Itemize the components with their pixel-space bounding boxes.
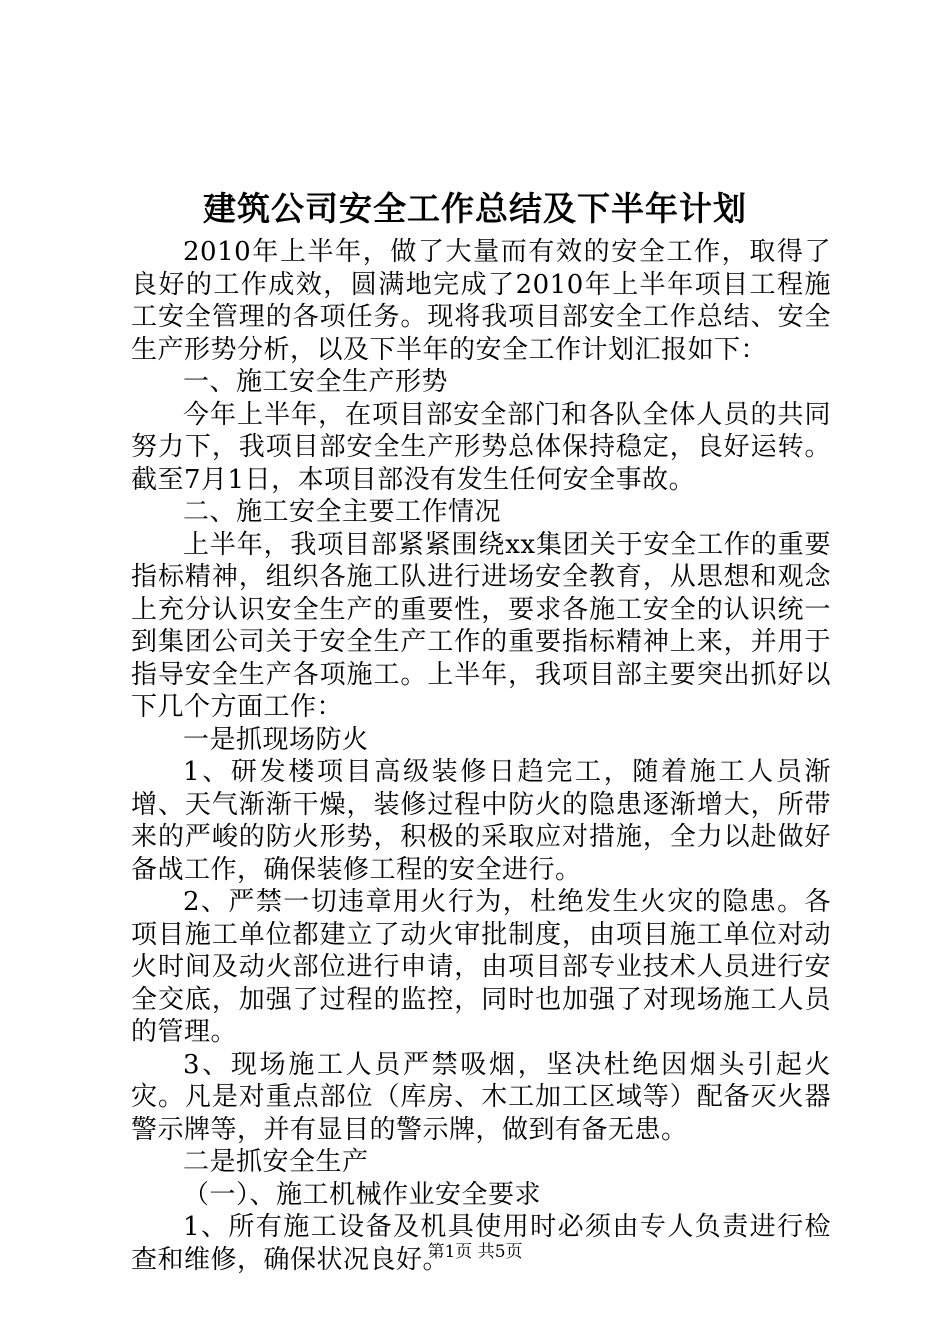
document-body <box>131 236 831 1276</box>
paragraph-intro: 2010年上半年，做了大量而有效的安全工作，取得了良好的工作成效，圆满地完成了2010年上半年项目工程施工安全管理的各项任务。现将我项目部安全工作总结、安全生产形势分析，以及下半年的安全工作计划汇报如下： <box>131 237 831 365</box>
paragraph-fire-item-3: 3、现场施工人员严禁吸烟，坚决杜绝因烟头引起火灾。凡是对重点部位（库房、木工加工区域等）配备灭火器警示牌等，并有显目的警示牌，做到有备无患。 <box>131 1049 831 1145</box>
document-title: 建筑公司安全工作总结及下半年计划 <box>203 189 747 228</box>
subheading-safe-production: 二是抓安全生产 <box>183 1147 369 1177</box>
paragraph-fire-item-1: 1、研发楼项目高级装修日趋完工，随着施工人员渐增、天气渐渐干燥，装修过程中防火的隐患逐渐增大，所带来的严峻的防火形势，积极的采取应对措施，全力以赴做好备战工作，确保装修工程的安全进行。 <box>131 757 831 885</box>
section-heading-1: 一、施工安全生产形势 <box>183 367 449 397</box>
paragraph-fire-item-2: 2、严禁一切违章用火行为，杜绝发生火灾的隐患。各项目施工单位都建立了动火审批制度，由项目施工单位对动火时间及动火部位进行申请，由项目部专业技术人员进行安全交底，加强了过程的监控，同时也加强了对现场施工人员的管理。 <box>131 887 831 1047</box>
paragraph-situation: 今年上半年，在项目部安全部门和各队全体人员的共同努力下，我项目部安全生产形势总体保持稳定，良好运转。截至7月1日，本项目部没有发生任何安全事故。 <box>131 399 831 495</box>
section-heading-2: 二、施工安全主要工作情况 <box>183 497 502 527</box>
paragraph-machinery-item-1: 1、所有施工设备及机具使用时必须由专人负责进行检查和维修，确保状况良好。 <box>131 1212 831 1275</box>
subheading-machinery: （一）、施工机械作业安全要求 <box>183 1179 542 1210</box>
page-footer: 第1页 共5页 <box>427 1242 523 1262</box>
subheading-fire-prevention: 一是抓现场防火 <box>183 724 369 755</box>
paragraph-main-work: 上半年，我项目部紧紧围绕xx集团关于安全工作的重要指标精神，组织各施工队进行进场安全教育，从思想和观念上充分认识安全生产的重要性，要求各施工安全的认识统一到集团公司关于安全生产工作的重要指标精神上来，并用于指导安全生产各项施工。上半年，我项目部主要突出抓好以下几个方面工作： <box>131 529 831 722</box>
